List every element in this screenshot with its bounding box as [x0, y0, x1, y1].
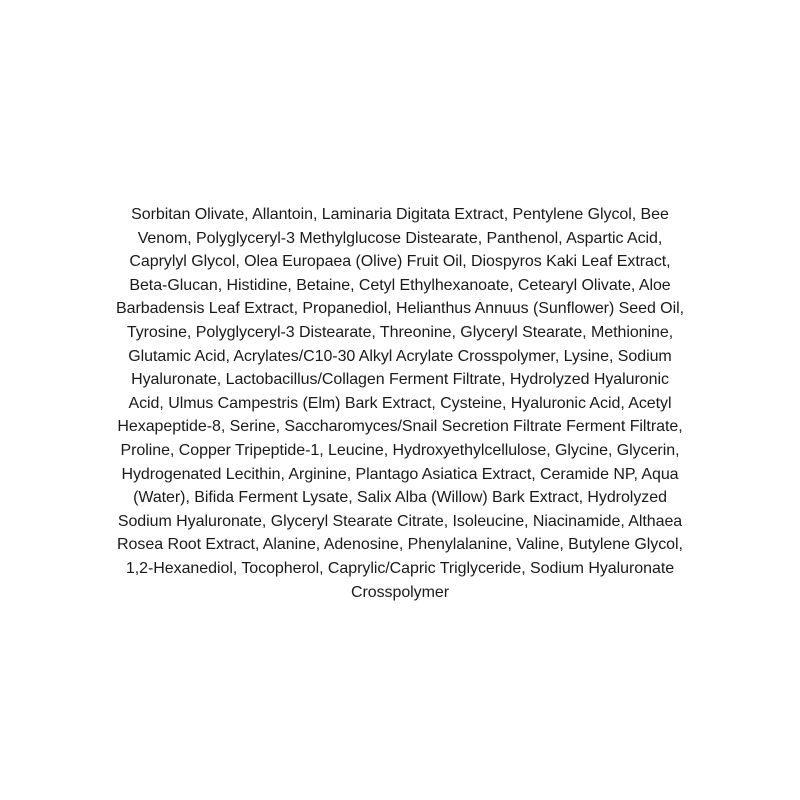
ingredients-line: Crosspolymer	[350, 583, 450, 601]
ingredients-line: (Water), Bifida Ferment Lysate, Salix Alba (Willow) Bark Extract, Hydrolyzed	[133, 489, 667, 507]
ingredients-line: 1,2-Hexanediol, Tocopherol, Caprylic/Capric Triglyceride, Sodium Hyaluronate	[125, 559, 675, 577]
ingredients-line: Barbadensis Leaf Extract, Propanediol, Helianthus Annuus (Sunflower) Seed Oil,	[116, 300, 684, 318]
ingredients-line: Proline, Copper Tripeptide-1, Leucine, Hydroxyethylcellulose, Glycine, Glycerin,	[120, 441, 680, 459]
ingredients-line: Rosea Root Extract, Alanine, Adenosine, Phenylalanine, Valine, Butylene Glycol,	[117, 536, 683, 554]
ingredients-line: Acid, Ulmus Campestris (Elm) Bark Extract, Cysteine, Hyaluronic Acid, Acetyl	[128, 394, 672, 412]
ingredients-line: Hyaluronate, Lactobacillus/Collagen Ferment Filtrate, Hydrolyzed Hyaluronic	[131, 371, 669, 389]
ingredients-line: Hexapeptide-8, Serine, Saccharomyces/Snail Secretion Filtrate Ferment Filtrate,	[117, 418, 683, 436]
ingredients-line: Hydrogenated Lecithin, Arginine, Plantago Asiatica Extract, Ceramide NP, Aqua	[121, 465, 679, 483]
ingredients-line: Tyrosine, Polyglyceryl-3 Distearate, Threonine, Glyceryl Stearate, Methionine,	[126, 323, 674, 341]
ingredients-line: Beta-Glucan, Histidine, Betaine, Cetyl Ethylhexanoate, Cetearyl Olivate, Aloe	[129, 276, 671, 294]
ingredients-line: Caprylyl Glycol, Olea Europaea (Olive) Fruit Oil, Diospyros Kaki Leaf Extract,	[129, 253, 671, 271]
ingredients-line: Sodium Hyaluronate, Glyceryl Stearate Citrate, Isoleucine, Niacinamide, Althaea	[117, 512, 683, 530]
ingredients-line: Venom, Polyglyceryl-3 Methylglucose Distearate, Panthenol, Aspartic Acid,	[137, 229, 663, 247]
ingredients-list	[80, 203, 720, 604]
ingredients-line: Glutamic Acid, Acrylates/C10-30 Alkyl Acrylate Crosspolymer, Lysine, Sodium	[128, 347, 672, 365]
ingredients-line: Sorbitan Olivate, Allantoin, Laminaria Digitata Extract, Pentylene Glycol, Bee	[131, 206, 669, 223]
